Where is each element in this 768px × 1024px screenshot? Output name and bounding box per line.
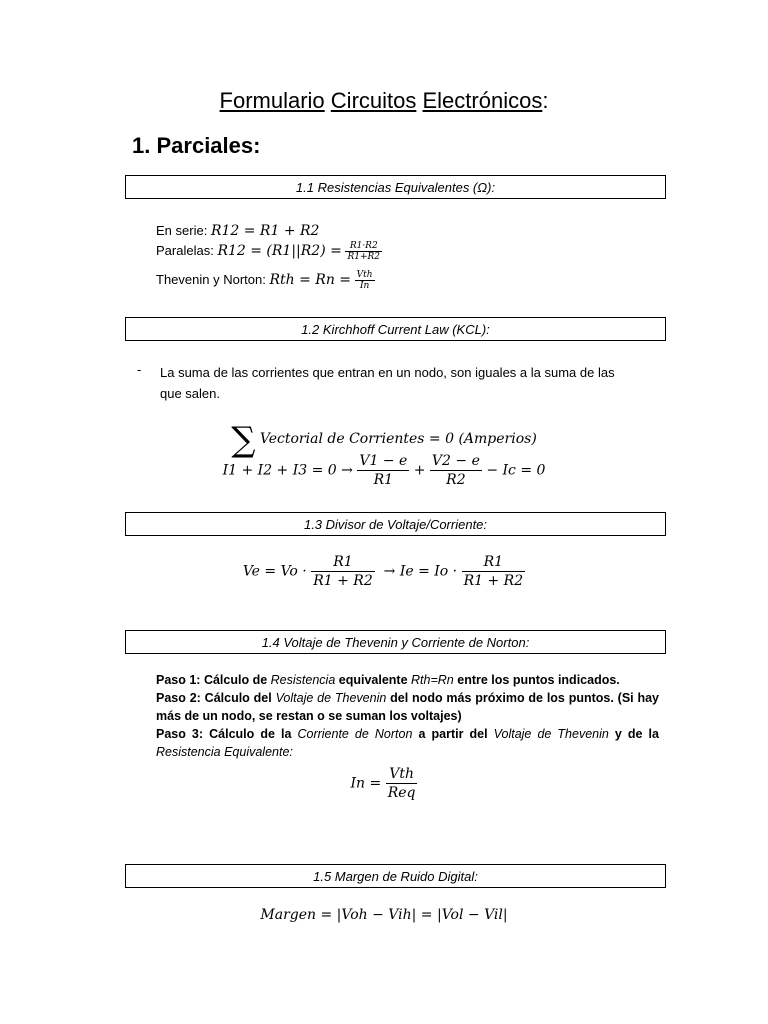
norton-fraction: $\frac{\text{Vth}}{\text{Req}}$: [387, 766, 416, 801]
thevenin-line: Thevenin y Norton: Rth = Rn = $\frac{\text{Vth}}{In}$: [156, 270, 373, 291]
divisor-fraction-2: $\frac{R1}{R1 + R2}$: [463, 554, 524, 589]
serie-formula: R12 = R1 + R2: [210, 223, 320, 239]
step-1: Paso 1: Cálculo de Resistencia equivalente Rth=Rn entre los puntos indicados.: [156, 673, 620, 687]
norton-equation: In = $\frac{\text{Vth}}{\text{Req}}$: [350, 766, 416, 801]
divisor-fraction-1: $\frac{R1}{R1 + R2}$: [313, 554, 373, 589]
steps-paragraph: [156, 671, 659, 761]
margin-formula: Margen = |Voh − Vih| = |Vol − Vil|: [260, 907, 508, 923]
thevenin-formula: Rth = Rn =: [269, 271, 352, 288]
kcl-node-equation: I1 + I2 + I3 = 0 → $\frac{V1 - e}{R1}$ + $\frac{V2 - e}{R2}$ − Ic = 0: [222, 453, 546, 488]
bullet-dash: -: [137, 362, 142, 377]
kcl-fraction-1: $\frac{V1 - e}{R1}$: [359, 453, 408, 488]
page-title: Formulario Circuitos Electrónicos:: [219, 88, 549, 113]
section-1-4-header: 1.4 Voltaje de Thevenin y Corriente de Norton:: [125, 630, 666, 654]
section-heading: 1. Parciales:: [132, 133, 261, 158]
kcl-text: La suma de las corrientes que entran en un nodo, son iguales a la suma de las que salen.: [160, 365, 615, 401]
kcl-fraction-2: $\frac{V2 - e}{R2}$: [431, 453, 480, 488]
step-3: Paso 3: Cálculo de la Corriente de Norton a partir del Voltaje de Thevenin y de la Resistencia Equivalente:: [156, 727, 659, 759]
section-1-3-header: 1.3 Divisor de Voltaje/Corriente:: [125, 512, 666, 536]
divisor-equation: Ve = Vo · $\frac{R1}{R1 + R2}$ → Ie = Io · $\frac{R1}{R1 + R2}$: [242, 554, 524, 589]
section-1-5-header: 1.5 Margen de Ruido Digital:: [125, 864, 666, 888]
sigma-symbol: ∑: [231, 420, 256, 460]
kcl-sum-equation: ∑ Vectorial de Corrientes = 0 (Amperios): [231, 420, 537, 460]
section-1-1-header: 1.1 Resistencias Equivalentes (Ω):: [125, 175, 666, 199]
step-2: Paso 2: Cálculo del Voltaje de Thevenin del nodo más próximo de los puntos. (Si hay más de un nodo, se restan o se suman los voltajes): [156, 691, 660, 723]
thevenin-fraction: $\frac{\text{Vth}}{In}$: [356, 270, 373, 291]
paralelas-formula: R12 = (R1||R2) =: [217, 242, 342, 259]
paralelas-fraction: $\frac{R1\cdot R2}{R1+R2}$: [347, 241, 381, 262]
section-1-2-header: 1.2 Kirchhoff Current Law (KCL):: [125, 317, 666, 341]
paralelas-line: Paralelas: R12 = (R1||R2) = $\frac{R1\cdot R2}{R1+R2}$: [156, 241, 381, 262]
serie-line: En serie: R12 = R1 + R2: [156, 223, 320, 239]
